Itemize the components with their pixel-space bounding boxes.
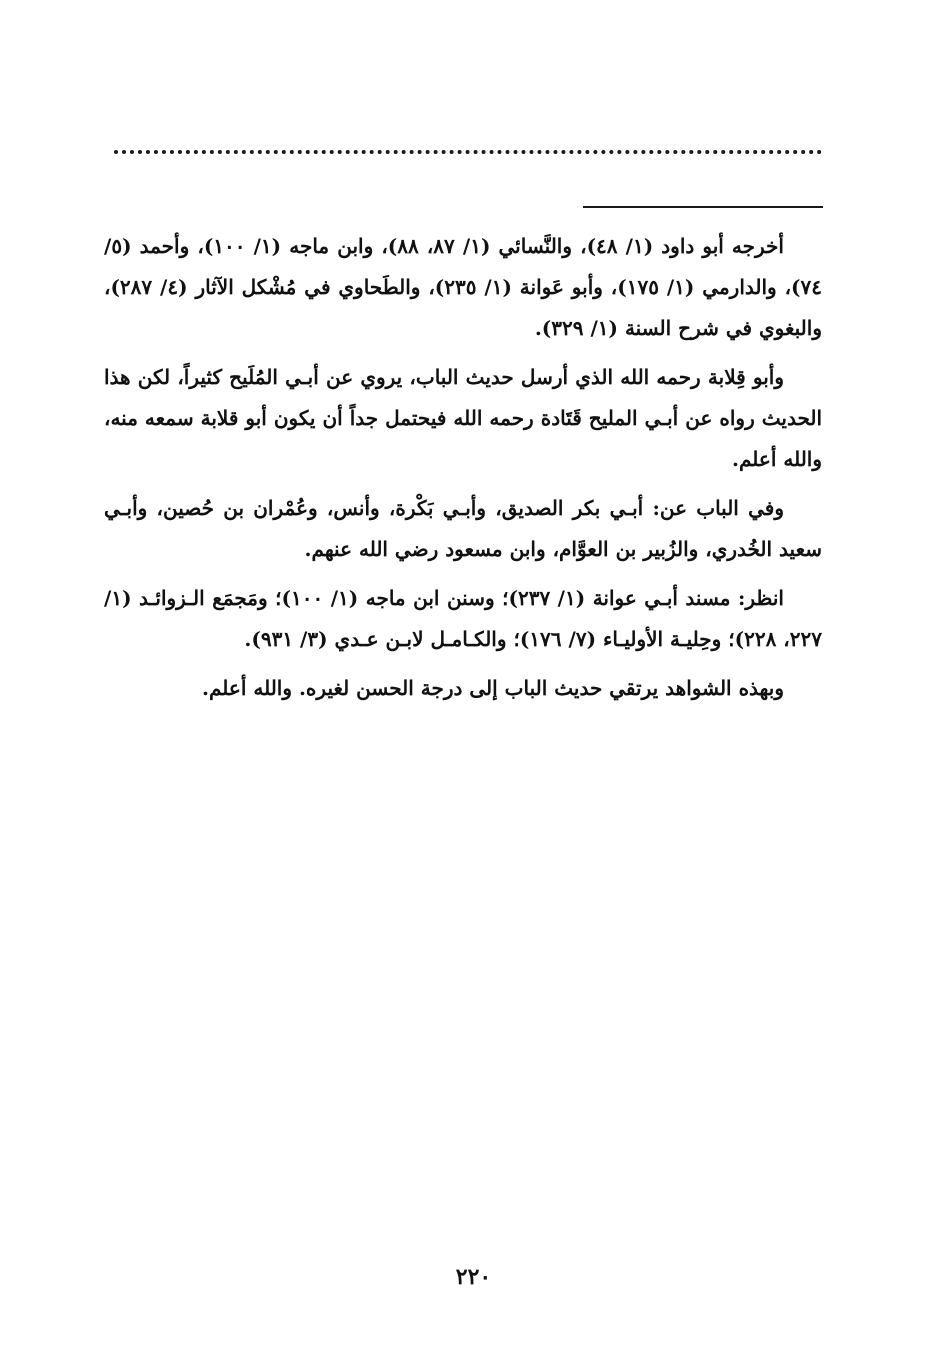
footnote-rule [583, 206, 823, 208]
footnote-text-block [104, 226, 822, 717]
page-number: ٢٢٠ [455, 1264, 492, 1290]
paragraph-conclusion: وبهذه الشواهد يرتقي حديث الباب إلى درجة الحسن لغيره. والله أعلم. [202, 676, 784, 700]
paragraph-abu-qilabah: وأبو قِلابة رحمه الله الذي أرسل حديث الباب، يروي عن أبـي المُلَيح كثيراً، لكن هذا الحديث رواه عن أبـي المليح قَتَادة رحمه الله فيحتمل جداً أن يكون أبو قلابة سمعه منه، والله أعلم. [104, 365, 822, 471]
dotted-divider [114, 150, 822, 154]
paragraph-other-narrations: وفي الباب عن: أبـي بكر الصديق، وأبـي بَكْرة، وأنس، وعُمْران بن حُصين، وأبـي سعيد الخُدري، والزُبير بن العوَّام، وابن مسعود رضي الله عنهم. [104, 496, 822, 561]
paragraph-takhrij: أخرجه أبو داود (١/ ٤٨)، والنَّسائي (١/ ٨٧، ٨٨)، وابن ماجه (١/ ١٠٠)، وأحمد (٥/ ٧٤)، والدارمي (١/ ١٧٥)، وأبو عَوانة (١/ ٢٣٥)، والطَحاوي في مُشْكل الآثار (٤/ ٢٨٧)، والبغوي في شرح السنة (١/ ٣٢٩). [104, 234, 822, 340]
paragraph-references: انظر: مسند أبـي عوانة (١/ ٢٣٧)؛ وسنن ابن ماجه (١/ ١٠٠)؛ ومَجمَع الـزوائـد (١/ ٢٢٧، ٢٢٨)؛ وحِليـة الأوليـاء (٧/ ١٧٦)؛ والكـامـل لابـن عـدي (٣/ ٩٣١). [104, 586, 822, 651]
